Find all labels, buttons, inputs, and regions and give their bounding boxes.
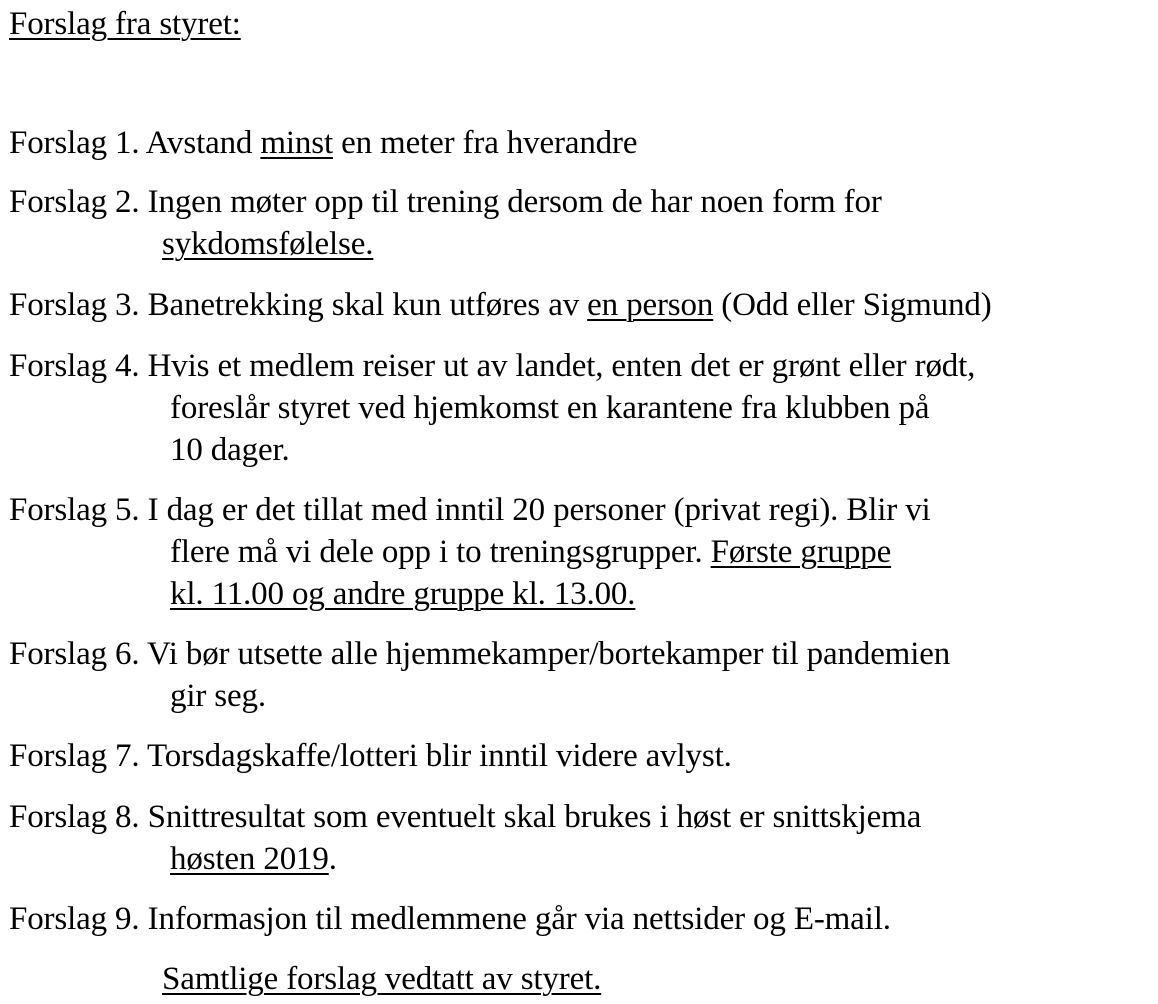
proposal-emphasis: Første gruppe: [710, 534, 892, 570]
proposal-text: Avstand: [145, 125, 261, 161]
proposal-text: (Odd eller Sigmund): [713, 287, 992, 323]
proposal-text: 10 dager.: [170, 432, 290, 468]
proposal-label: Forslag 9.: [9, 901, 140, 937]
proposal-label: Forslag 5.: [9, 492, 140, 528]
proposal-5: [9, 489, 931, 615]
proposal-4: [9, 345, 975, 471]
proposal-8: [9, 796, 921, 880]
proposal-emphasis: høsten 2019: [170, 841, 329, 877]
proposal-emphasis: en person: [587, 287, 714, 323]
proposal-text: en meter fra hverandre: [333, 125, 638, 161]
proposal-text: Torsdagskaffe/lotteri blir inntil videre avlyst.: [147, 738, 732, 774]
proposal-6: [9, 633, 950, 717]
closing-statement: Samtlige forslag vedtatt av styret.: [162, 961, 602, 997]
proposal-2: [9, 181, 882, 265]
proposal-label: Forslag 1.: [9, 125, 140, 161]
proposal-text: Informasjon til medlemmene går via nettsider og E-mail.: [147, 901, 891, 937]
proposal-text: flere må vi dele opp i to treningsgrupper.: [170, 534, 711, 570]
proposal-text: Hvis et medlem reiser ut av landet, enten det er grønt eller rødt,: [147, 348, 976, 384]
proposal-text: Snittresultat som eventuelt skal brukes i høst er snittskjema: [147, 799, 922, 835]
proposal-label: Forslag 6.: [9, 636, 140, 672]
proposal-text: Ingen møter opp til trening dersom de har noen form for: [147, 184, 882, 220]
proposal-label: Forslag 2.: [9, 184, 140, 220]
proposal-7: [9, 735, 732, 777]
proposal-text: gir seg.: [170, 678, 266, 714]
proposal-label: Forslag 3.: [9, 287, 140, 323]
proposal-label: Forslag 7.: [9, 738, 140, 774]
proposal-1: [9, 122, 637, 164]
proposal-label: Forslag 8.: [9, 799, 140, 835]
proposal-text: .: [328, 841, 337, 877]
document-heading: Forslag fra styret:: [9, 6, 241, 42]
proposal-text: I dag er det tillat med inntil 20 personer (privat regi). Blir vi: [147, 492, 931, 528]
proposal-3: [9, 284, 992, 326]
proposal-text: foreslår styret ved hjemkomst en karantene fra klubben på: [170, 390, 930, 426]
proposal-text: Vi bør utsette alle hjemmekamper/bortekamper til pandemien: [147, 636, 951, 672]
proposal-9: [9, 898, 891, 940]
proposal-text: Banetrekking skal kun utføres av: [147, 287, 588, 323]
proposal-emphasis: minst: [260, 125, 333, 161]
proposal-label: Forslag 4.: [9, 348, 140, 384]
proposal-emphasis: kl. 11.00 og andre gruppe kl. 13.00.: [170, 576, 636, 612]
proposal-emphasis: sykdomsfølelse.: [162, 226, 374, 262]
